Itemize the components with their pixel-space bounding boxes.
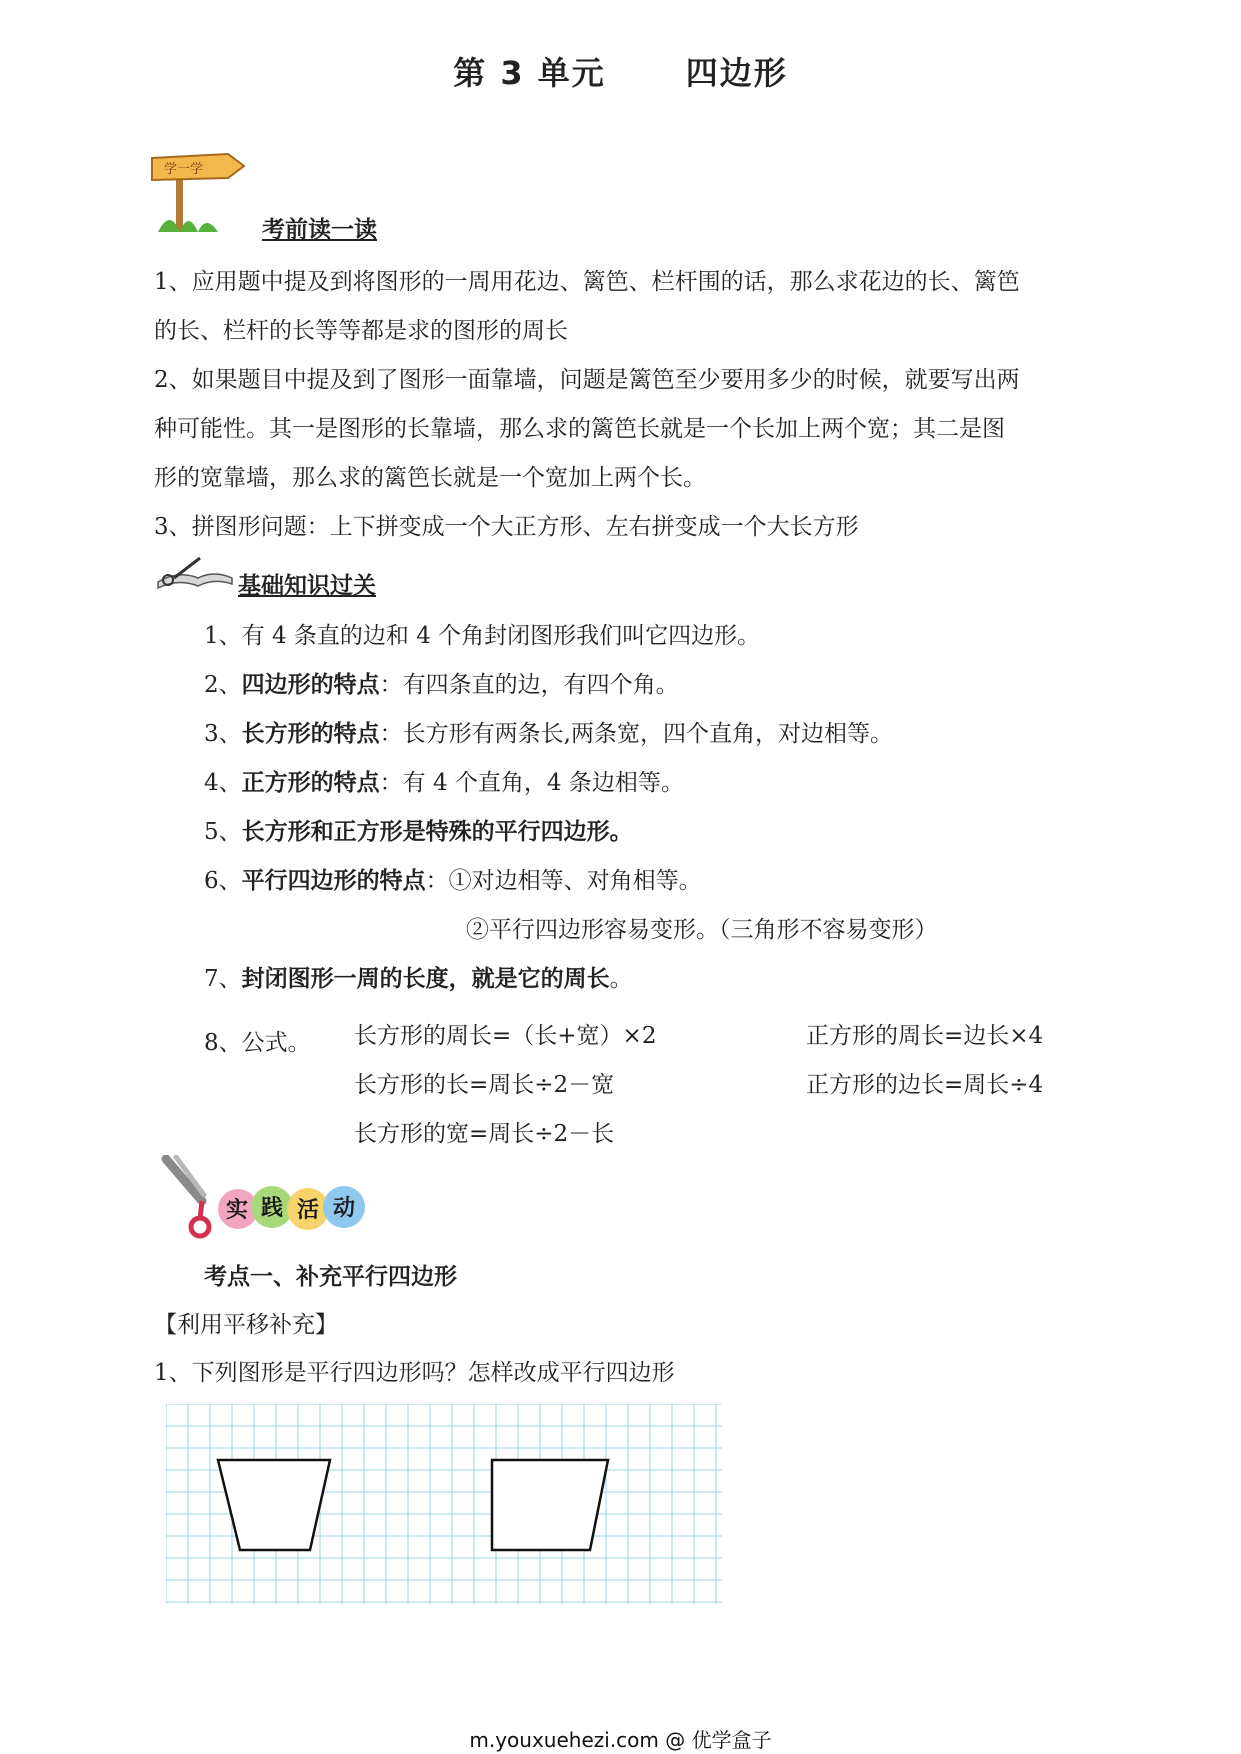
formula-line: 正方形的周长=边长×4 bbox=[806, 1023, 1044, 1049]
formula-line: 长方形的宽=周长÷2－长 bbox=[354, 1121, 615, 1147]
signpost-label: 学一学 bbox=[164, 162, 204, 177]
section1-line: 2、如果题目中提及到了图形一面靠墙，问题是篱笆至少要用多少的时候，就要写出两 bbox=[154, 367, 1020, 393]
formula-line: 正方形的边长=周长÷4 bbox=[806, 1072, 1044, 1098]
knowledge-item: 1、有 4 条直的边和 4 个角封闭图形我们叫它四边形。 bbox=[204, 623, 761, 649]
formula-right bbox=[806, 1012, 1043, 1110]
formula-line: 长方形的周长=（长+宽）×2 bbox=[354, 1023, 657, 1049]
page-title bbox=[0, 48, 1241, 94]
signpost-icon bbox=[148, 148, 248, 238]
knowledge-list bbox=[204, 612, 938, 1004]
knowledge-item: 3、长方形的特点：长方形有两条长,两条宽，四个直角，对边相等。 bbox=[204, 721, 893, 747]
formula-left bbox=[354, 1012, 656, 1159]
knowledge-item: 6、平行四边形的特点：①对边相等、对角相等。 bbox=[204, 868, 702, 894]
svg-text:动: 动 bbox=[333, 1196, 356, 1221]
kaodian-title: 考点一、补充平行四边形 bbox=[204, 1264, 457, 1290]
section1-line: 1、应用题中提及到将图形的一周用花边、篱笆、栏杆围的话，那么求花边的长、篱笆 bbox=[154, 269, 1020, 295]
book-pen-icon bbox=[154, 552, 234, 592]
title-unit: 第 3 单元 bbox=[453, 54, 606, 92]
practice-activity-badge bbox=[160, 1155, 400, 1243]
svg-text:实: 实 bbox=[226, 1198, 249, 1223]
method-bracket: 【利用平移补充】 bbox=[154, 1312, 338, 1338]
formula-label: 8、公式。 bbox=[204, 1030, 311, 1056]
quadrilateral-shape bbox=[492, 1460, 608, 1550]
section2-heading: 基础知识过关 bbox=[238, 573, 376, 599]
section1-line: 的长、栏杆的长等等都是求的图形的周长 bbox=[154, 318, 568, 344]
knowledge-item: ②平行四边形容易变形。（三角形不容易变形） bbox=[466, 917, 938, 943]
question-text: 1、下列图形是平行四边形吗？怎样改成平行四边形 bbox=[154, 1360, 675, 1386]
footer-watermark: m.youxuehezi.com @ 优学盒子 bbox=[469, 1728, 772, 1752]
formula-line: 长方形的长=周长÷2－宽 bbox=[354, 1072, 615, 1098]
title-topic: 四边形 bbox=[685, 54, 788, 92]
section1-line: 3、拼图形问题：上下拼变成一个大正方形、左右拼变成一个大长方形 bbox=[154, 514, 859, 540]
grid-figure bbox=[166, 1404, 722, 1604]
svg-text:践: 践 bbox=[261, 1196, 284, 1221]
svg-text:活: 活 bbox=[297, 1198, 320, 1223]
scissors-icon bbox=[166, 1157, 209, 1236]
section1-line: 形的宽靠墙，那么求的篱笆长就是一个宽加上两个长。 bbox=[154, 465, 706, 491]
section1-body bbox=[154, 258, 1094, 552]
knowledge-item: 2、四边形的特点：有四条直的边，有四个角。 bbox=[204, 672, 679, 698]
knowledge-item: 4、正方形的特点：有 4 个直角，4 条边相等。 bbox=[204, 770, 684, 796]
section1-line: 种可能性。其一是图形的长靠墙，那么求的篱笆长就是一个长加上两个宽；其二是图 bbox=[154, 416, 1005, 442]
section1-heading: 考前读一读 bbox=[262, 217, 377, 243]
knowledge-item: 5、长方形和正方形是特殊的平行四边形。 bbox=[204, 819, 633, 845]
knowledge-item: 7、封闭图形一周的长度，就是它的周长。 bbox=[204, 966, 633, 992]
